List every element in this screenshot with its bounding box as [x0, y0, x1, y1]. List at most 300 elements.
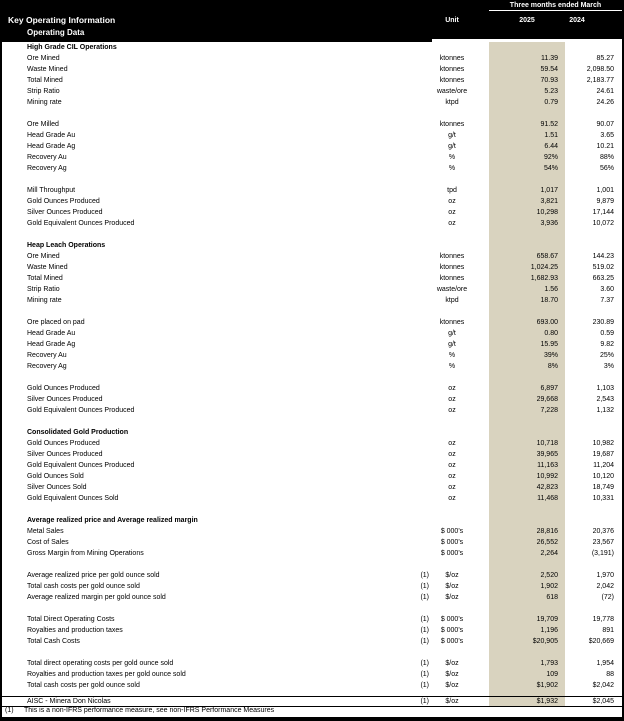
- value-2025-cell: 18.70: [489, 295, 565, 306]
- value-2024-cell: 10,120: [592, 473, 614, 480]
- column-gap: [475, 97, 489, 108]
- column-gap: [475, 273, 489, 284]
- footnote-text: This is a non-IFRS performance measure, see non-IFRS Performance Measures: [24, 707, 275, 714]
- row-label: Gross Margin from Mining Operations: [27, 550, 144, 557]
- row-label: Ore Mined: [27, 253, 60, 260]
- table-row: [2, 328, 622, 339]
- row-label: Ore Mined: [27, 55, 60, 62]
- column-gap: [475, 64, 489, 75]
- table-row: [2, 427, 622, 438]
- value-2024-cell: 88%: [599, 154, 614, 161]
- table-row: [2, 152, 622, 163]
- row-label: Silver Ounces Produced: [27, 209, 103, 216]
- row-label: Total Cash Costs: [27, 638, 80, 645]
- column-gap: [475, 196, 489, 207]
- value-2025-cell: [489, 42, 565, 53]
- row-label: Silver Ounces Sold: [27, 484, 87, 491]
- value-2025-cell: 19,709: [489, 614, 565, 625]
- table-row: [2, 680, 622, 691]
- column-gap: [475, 581, 489, 592]
- table-row: [2, 559, 622, 570]
- value-2024-cell: 18,749: [592, 484, 614, 491]
- unit-cell: ktpd: [445, 99, 459, 106]
- value-2024-cell: 891: [602, 627, 614, 634]
- unit-cell: waste/ore: [436, 286, 468, 293]
- row-label: Total direct operating costs per gold ounce sold: [27, 660, 174, 667]
- row-label: Waste Mined: [27, 264, 68, 271]
- column-gap: [475, 504, 489, 515]
- unit-cell: $/oz: [445, 660, 459, 667]
- value-2025-cell: [489, 416, 565, 427]
- value-2025-cell: 59.54: [489, 64, 565, 75]
- column-gap: [475, 537, 489, 548]
- column-gap: [475, 697, 489, 706]
- table-row: [2, 471, 622, 482]
- column-gap: [475, 372, 489, 383]
- value-2025-cell: 2,520: [489, 570, 565, 581]
- column-gap: [475, 691, 489, 696]
- row-label: Ore Milled: [27, 121, 59, 128]
- value-2025-cell: 693.00: [489, 317, 565, 328]
- value-2025-cell: 3,936: [489, 218, 565, 229]
- row-label: Total Direct Operating Costs: [27, 616, 115, 623]
- value-2025-cell: 1.56: [489, 284, 565, 295]
- table-row: [2, 625, 622, 636]
- table-row: [2, 229, 622, 240]
- unit-cell: waste/ore: [436, 88, 468, 95]
- value-2024-cell: $2,045: [592, 698, 614, 705]
- column-gap: [475, 174, 489, 185]
- unit-cell: oz: [448, 220, 456, 227]
- value-2025-cell: 2,264: [489, 548, 565, 559]
- value-2024-cell: 144.23: [592, 253, 614, 260]
- value-2025-cell: [489, 427, 565, 438]
- unit-cell: oz: [448, 198, 456, 205]
- table-row: [2, 119, 622, 130]
- value-2025-cell: 6.44: [489, 141, 565, 152]
- value-2024-cell: 90.07: [596, 121, 614, 128]
- value-2024-cell: 9,879: [596, 198, 614, 205]
- table-row: [2, 647, 622, 658]
- unit-cell: oz: [448, 462, 456, 469]
- table-row: [2, 658, 622, 669]
- value-2024-cell: 56%: [599, 165, 614, 172]
- value-2025-cell: 1,196: [489, 625, 565, 636]
- table-row: [2, 482, 622, 493]
- row-label: Total Mined: [27, 275, 63, 282]
- row-label: Gold Equivalent Ounces Produced: [27, 462, 135, 469]
- value-2025-cell: 10,992: [489, 471, 565, 482]
- value-2025-cell: [489, 240, 565, 251]
- row-label: Average realized price and Average realized margin: [27, 517, 198, 524]
- column-gap: [475, 251, 489, 262]
- column-gap: [475, 229, 489, 240]
- value-2024-cell: 3%: [603, 363, 614, 370]
- value-2024-cell: 9.82: [600, 341, 614, 348]
- column-gap: [475, 185, 489, 196]
- table-row: [2, 295, 622, 306]
- column-gap: [475, 427, 489, 438]
- report-title: Key Operating Information: [8, 15, 116, 25]
- table-row: [2, 86, 622, 97]
- value-2025-cell: [489, 559, 565, 570]
- unit-cell: oz: [448, 385, 456, 392]
- column-gap: [475, 482, 489, 493]
- value-2024-cell: 0.59: [600, 330, 614, 337]
- operating-data-subtitle: Operating Data: [27, 28, 85, 37]
- table-row: [2, 53, 622, 64]
- unit-cell: ktonnes: [439, 55, 465, 62]
- value-2025-cell: 39%: [489, 350, 565, 361]
- table-row: [2, 240, 622, 251]
- value-2024-cell: $2,042: [592, 682, 614, 689]
- unit-cell: ktonnes: [439, 264, 465, 271]
- column-gap: [475, 493, 489, 504]
- unit-cell: ktpd: [445, 297, 459, 304]
- value-2024-cell: 2,042: [596, 583, 614, 590]
- table-row: [2, 493, 622, 504]
- header-extension-bar: [2, 39, 432, 42]
- unit-cell: $/oz: [445, 682, 459, 689]
- table-body: [2, 42, 622, 707]
- value-2024-cell: 25%: [599, 352, 614, 359]
- period-label: Three months ended March: [489, 2, 622, 11]
- value-2025-cell: 10,298: [489, 207, 565, 218]
- unit-cell: oz: [448, 440, 456, 447]
- column-gap: [475, 53, 489, 64]
- row-label: Cost of Sales: [27, 539, 69, 546]
- table-row: [2, 174, 622, 185]
- column-gap: [475, 592, 489, 603]
- table-row: [2, 251, 622, 262]
- value-2025-cell: 26,552: [489, 537, 565, 548]
- row-label: Head Grade Ag: [27, 341, 76, 348]
- column-gap: [475, 515, 489, 526]
- value-2024-cell: $20,669: [588, 638, 614, 645]
- value-2025-cell: 3,821: [489, 196, 565, 207]
- value-2024-cell: 23,567: [592, 539, 614, 546]
- column-gap: [475, 526, 489, 537]
- table-row: [2, 548, 622, 559]
- row-label: Royalties and production taxes: [27, 627, 123, 634]
- footnote-ref-cell: (1): [420, 638, 429, 645]
- unit-cell: ktonnes: [439, 121, 465, 128]
- row-label: Gold Ounces Sold: [27, 473, 84, 480]
- value-2025-cell: 1,902: [489, 581, 565, 592]
- table-row: [2, 317, 622, 328]
- value-2025-cell: [489, 504, 565, 515]
- table-row: [2, 515, 622, 526]
- value-2024-cell: 1,001: [596, 187, 614, 194]
- value-2025-cell: 11,163: [489, 460, 565, 471]
- value-2024-cell: 2,543: [596, 396, 614, 403]
- table-row: [2, 75, 622, 86]
- row-label: Gold Ounces Produced: [27, 198, 100, 205]
- column-gap: [475, 669, 489, 680]
- value-2025-cell: 39,965: [489, 449, 565, 460]
- value-2024-cell: 519.02: [592, 264, 614, 271]
- value-2025-cell: 11,468: [489, 493, 565, 504]
- column-gap: [475, 383, 489, 394]
- value-2025-cell: $1,902: [489, 680, 565, 691]
- value-2024-cell: 10,982: [592, 440, 614, 447]
- footnote-ref-cell: (1): [420, 682, 429, 689]
- footnote-ref-cell: (1): [420, 698, 429, 705]
- report-header: [2, 0, 622, 39]
- table-row: [2, 141, 622, 152]
- value-2025-cell: 7,228: [489, 405, 565, 416]
- table-row: [2, 108, 622, 119]
- value-2025-cell: 70.93: [489, 75, 565, 86]
- column-gap: [475, 163, 489, 174]
- unit-cell: $ 000's: [440, 550, 464, 557]
- value-2024-cell: 17,144: [592, 209, 614, 216]
- unit-cell: oz: [448, 407, 456, 414]
- year-2024-column-header: 2024: [569, 17, 585, 24]
- row-label: Strip Ratio: [27, 286, 60, 293]
- row-label: Consolidated Gold Production: [27, 429, 129, 436]
- value-2025-cell: 6,897: [489, 383, 565, 394]
- row-label: Mining rate: [27, 297, 62, 304]
- row-label: Total Mined: [27, 77, 63, 84]
- value-2025-cell: 54%: [489, 163, 565, 174]
- table-row: [2, 449, 622, 460]
- row-label: Ore placed on pad: [27, 319, 85, 326]
- column-gap: [475, 295, 489, 306]
- row-label: Recovery Ag: [27, 363, 67, 370]
- column-gap: [475, 559, 489, 570]
- column-gap: [475, 207, 489, 218]
- row-label: Gold Ounces Produced: [27, 440, 100, 447]
- unit-cell: $/oz: [445, 698, 459, 705]
- table-row: [2, 416, 622, 427]
- value-2025-cell: 11.39: [489, 53, 565, 64]
- table-row: [2, 537, 622, 548]
- table-row: [2, 97, 622, 108]
- value-2025-cell: 10,718: [489, 438, 565, 449]
- value-2024-cell: 1,970: [596, 572, 614, 579]
- column-gap: [475, 350, 489, 361]
- value-2025-cell: 29,668: [489, 394, 565, 405]
- unit-cell: $/oz: [445, 594, 459, 601]
- unit-cell: $/oz: [445, 671, 459, 678]
- value-2024-cell: 230.89: [592, 319, 614, 326]
- row-label: Mining rate: [27, 99, 62, 106]
- table-row: [2, 581, 622, 592]
- unit-cell: oz: [448, 495, 456, 502]
- unit-cell: oz: [448, 396, 456, 403]
- value-2024-cell: 7.37: [600, 297, 614, 304]
- table-row: [2, 339, 622, 350]
- value-2025-cell: 42,823: [489, 482, 565, 493]
- value-2024-cell: 10,072: [592, 220, 614, 227]
- value-2024-cell: 11,204: [593, 462, 614, 469]
- unit-cell: $ 000's: [440, 528, 464, 535]
- value-2025-cell: 109: [489, 669, 565, 680]
- footnote-ref-cell: (1): [420, 660, 429, 667]
- value-2025-cell: 1,024.25: [489, 262, 565, 273]
- value-2025-cell: [489, 108, 565, 119]
- row-label: Recovery Au: [27, 352, 67, 359]
- table-row: [2, 372, 622, 383]
- unit-cell: oz: [448, 209, 456, 216]
- column-gap: [475, 438, 489, 449]
- value-2024-cell: 88: [606, 671, 614, 678]
- value-2024-cell: (3,191): [591, 550, 614, 557]
- unit-cell: oz: [448, 451, 456, 458]
- row-label: Head Grade Au: [27, 330, 76, 337]
- value-2024-cell: 663.25: [592, 275, 614, 282]
- table-row: [2, 130, 622, 141]
- unit-cell: tpd: [447, 187, 457, 194]
- value-2025-cell: 91.52: [489, 119, 565, 130]
- unit-cell: ktonnes: [439, 77, 465, 84]
- value-2025-cell: 92%: [489, 152, 565, 163]
- value-2025-cell: [489, 647, 565, 658]
- table-row: [2, 405, 622, 416]
- column-gap: [475, 471, 489, 482]
- row-label: Head Grade Au: [27, 132, 76, 139]
- unit-cell: g/t: [448, 341, 456, 348]
- column-gap: [475, 306, 489, 317]
- unit-column-header: Unit: [445, 17, 459, 24]
- value-2024-cell: 10.21: [596, 143, 614, 150]
- table-row: [2, 614, 622, 625]
- footnote-ref-cell: (1): [420, 671, 429, 678]
- column-gap: [475, 284, 489, 295]
- value-2024-cell: 24.26: [596, 99, 614, 106]
- value-2024-cell: 24.61: [596, 88, 614, 95]
- unit-cell: %: [448, 154, 456, 161]
- column-gap: [475, 240, 489, 251]
- value-2025-cell: 8%: [489, 361, 565, 372]
- value-2025-cell: 1,682.93: [489, 273, 565, 284]
- value-2025-cell: 0.79: [489, 97, 565, 108]
- column-gap: [475, 262, 489, 273]
- row-label: Metal Sales: [27, 528, 64, 535]
- unit-cell: oz: [448, 473, 456, 480]
- column-gap: [475, 416, 489, 427]
- table-row: [2, 284, 622, 295]
- footnote-marker: (1): [5, 707, 14, 714]
- column-gap: [475, 130, 489, 141]
- column-gap: [475, 394, 489, 405]
- table-row: [2, 504, 622, 515]
- column-gap: [475, 603, 489, 614]
- value-2025-cell: [489, 174, 565, 185]
- table-row: [2, 207, 622, 218]
- row-label: Royalties and production taxes per gold ounce sold: [27, 671, 186, 678]
- value-2024-cell: 2,098.50: [586, 66, 614, 73]
- value-2025-cell: 618: [489, 592, 565, 603]
- value-2025-cell: [489, 515, 565, 526]
- footnote: [2, 707, 622, 715]
- value-2024-cell: (72): [601, 594, 614, 601]
- unit-cell: %: [448, 352, 456, 359]
- table-row: [2, 438, 622, 449]
- column-gap: [475, 636, 489, 647]
- row-label: Gold Equivalent Ounces Sold: [27, 495, 119, 502]
- table-row: [2, 185, 622, 196]
- unit-cell: $ 000's: [440, 627, 464, 634]
- footnote-ref-cell: (1): [420, 627, 429, 634]
- value-2024-cell: 3.65: [600, 132, 614, 139]
- value-2024-cell: 3.60: [600, 286, 614, 293]
- table-row: [2, 350, 622, 361]
- value-2024-cell: 20,376: [592, 528, 614, 535]
- unit-cell: ktonnes: [439, 275, 465, 282]
- footnote-ref-cell: (1): [420, 616, 429, 623]
- column-gap: [475, 647, 489, 658]
- column-gap: [475, 152, 489, 163]
- unit-cell: %: [448, 165, 456, 172]
- row-label: Waste Mined: [27, 66, 68, 73]
- column-gap: [475, 317, 489, 328]
- column-gap: [475, 658, 489, 669]
- footnote-ref-cell: (1): [420, 572, 429, 579]
- value-2025-cell: 0.80: [489, 328, 565, 339]
- row-label: AISC - Minera Don Nicolas: [27, 698, 111, 705]
- column-gap: [475, 218, 489, 229]
- table-row: [2, 570, 622, 581]
- value-2024-cell: 19,778: [592, 616, 614, 623]
- value-2024-cell: 1,132: [596, 407, 614, 414]
- value-2025-cell: $1,932: [489, 697, 565, 706]
- unit-cell: ktonnes: [439, 253, 465, 260]
- table-row: [2, 592, 622, 603]
- table-row: [2, 273, 622, 284]
- value-2025-cell: 5.23: [489, 86, 565, 97]
- row-label: Total cash costs per gold ounce sold: [27, 583, 140, 590]
- unit-cell: $ 000's: [440, 616, 464, 623]
- table-row: [2, 196, 622, 207]
- column-gap: [475, 141, 489, 152]
- year-2025-column-header: 2025: [519, 17, 535, 24]
- value-2024-cell: 1,954: [596, 660, 614, 667]
- value-2024-cell: 10,331: [592, 495, 614, 502]
- column-gap: [475, 361, 489, 372]
- row-label: Total cash costs per gold ounce sold: [27, 682, 140, 689]
- value-2025-cell: [489, 372, 565, 383]
- table-row: [2, 526, 622, 537]
- table-row: [2, 460, 622, 471]
- row-label: Average realized margin per gold ounce sold: [27, 594, 166, 601]
- table-row: [2, 64, 622, 75]
- unit-cell: ktonnes: [439, 66, 465, 73]
- row-label: High Grade CIL Operations: [27, 44, 117, 51]
- value-2024-cell: 85.27: [596, 55, 614, 62]
- table-row: [2, 636, 622, 647]
- value-2025-cell: [489, 229, 565, 240]
- column-gap: [475, 119, 489, 130]
- row-label: Silver Ounces Produced: [27, 396, 103, 403]
- column-gap: [475, 328, 489, 339]
- value-2025-cell: [489, 306, 565, 317]
- unit-cell: $/oz: [445, 572, 459, 579]
- row-label: Head Grade Ag: [27, 143, 76, 150]
- row-label: Heap Leach Operations: [27, 242, 106, 249]
- row-label: Silver Ounces Produced: [27, 451, 103, 458]
- value-2025-cell: 1,017: [489, 185, 565, 196]
- value-2025-cell: 1,793: [489, 658, 565, 669]
- column-gap: [475, 42, 489, 53]
- row-label: Strip Ratio: [27, 88, 60, 95]
- unit-cell: $ 000's: [440, 638, 464, 645]
- column-gap: [475, 570, 489, 581]
- row-label: Mill Throughput: [27, 187, 76, 194]
- table-row: [2, 306, 622, 317]
- row-label: Recovery Au: [27, 154, 67, 161]
